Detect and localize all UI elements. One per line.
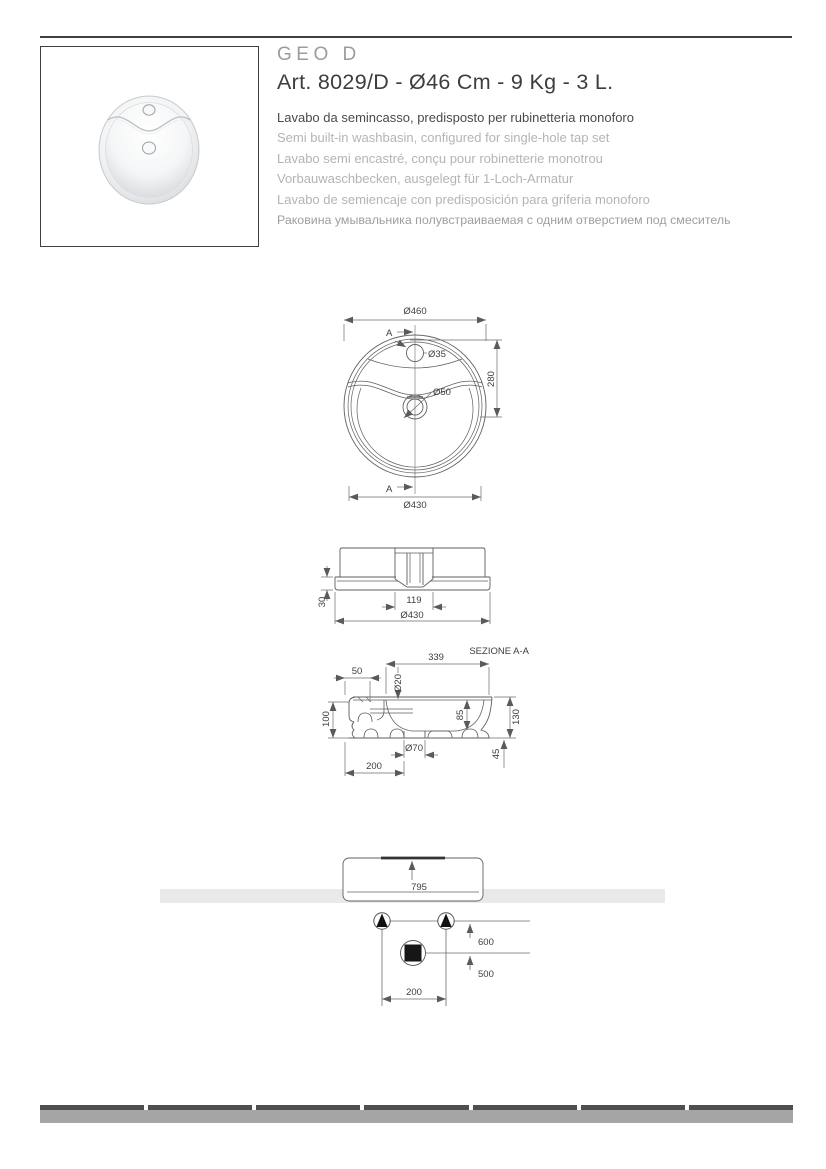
dim-drain-height: 500: [478, 969, 494, 980]
footer-segments: [40, 1105, 793, 1110]
dim-front-height: 100: [321, 711, 332, 727]
footer-segment: [148, 1105, 252, 1110]
footer-segment: [689, 1105, 793, 1110]
description-list: [277, 108, 731, 230]
footer-bar: [40, 1105, 793, 1123]
installation-object-lines: [343, 858, 483, 901]
description-spanish: Lavabo de semiencaje con predisposición para griferia monoforo: [277, 191, 650, 207]
dim-basin-inner-length: 339: [428, 652, 444, 663]
dim-overall-height: 130: [511, 709, 522, 725]
page-title: Art. 8029/D - Ø46 Cm - 9 Kg - 3 L.: [277, 70, 614, 94]
dim-drain-diameter-section: Ø70: [405, 743, 423, 754]
footer-segment: [364, 1105, 468, 1110]
description-english: Semi built-in washbasin, configured for single-hole tap set: [277, 130, 610, 146]
dim-top-edge-width: 795: [411, 882, 427, 893]
series-name: GEO D: [277, 44, 361, 65]
dim-rim-height: 30: [317, 596, 328, 608]
dim-tap-hole-diameter: Ø35: [428, 349, 446, 360]
product-photo-frame: [40, 46, 259, 247]
dim-base-depth: 200: [366, 761, 382, 772]
side-view-drawing: [308, 540, 508, 632]
description-french: Lavabo semi encastré, conçu pour robinetterie monotrou: [277, 150, 603, 166]
dim-rim-diameter: Ø430: [403, 500, 427, 511]
section-object-lines: [349, 697, 492, 738]
header: [277, 44, 731, 230]
dim-overall-width: Ø430: [400, 610, 424, 621]
footer-segment: [581, 1105, 685, 1110]
top-view-object-lines: [344, 325, 486, 494]
top-view-dimension-lines: [344, 320, 502, 501]
section-marker-bottom: A: [386, 484, 393, 495]
dim-recess-width: 119: [406, 595, 422, 606]
dim-overflow-diameter: Ø20: [393, 674, 404, 692]
side-view-object-lines: [335, 548, 490, 590]
product-photo-washbasin: [42, 48, 257, 245]
tap-hole: [143, 105, 155, 115]
description-italian: Lavabo da semincasso, predisposto per rubinetteria monoforo: [277, 110, 634, 125]
footer-segment: [40, 1105, 144, 1110]
dim-base-height: 45: [491, 748, 502, 760]
dim-center-distance: 280: [486, 371, 497, 387]
section-title: SEZIONE A-A: [469, 646, 529, 657]
dim-drain-diameter: Ø50: [433, 387, 451, 398]
drain-hole: [143, 142, 156, 154]
section-aa-drawing: [320, 642, 538, 782]
footer-band: [40, 1110, 793, 1123]
top-rule: [40, 36, 792, 38]
dim-fixing-spacing: 200: [406, 987, 422, 998]
dim-rim-overhang: 50: [351, 666, 363, 677]
description-german: Vorbauwaschbecken, ausgelegt für 1-Loch-Armatur: [277, 171, 574, 187]
footer-segment: [256, 1105, 360, 1110]
dim-fixing-height: 600: [478, 937, 494, 948]
footer-segment: [473, 1105, 577, 1110]
installation-drawing: [158, 848, 668, 1012]
side-view-dimension-labels: [317, 595, 424, 621]
dim-overall-diameter: Ø460: [403, 306, 427, 317]
section-marker-top: A: [386, 328, 393, 339]
dim-basin-depth: 85: [455, 709, 466, 721]
washbasin-photo-shapes: [99, 96, 199, 204]
drain-symbol-square: [405, 945, 422, 962]
description-russian: Раковина умывальника полувстраиваемая с одним отверстием под смеситель: [277, 213, 731, 228]
top-view-drawing: [330, 296, 550, 516]
